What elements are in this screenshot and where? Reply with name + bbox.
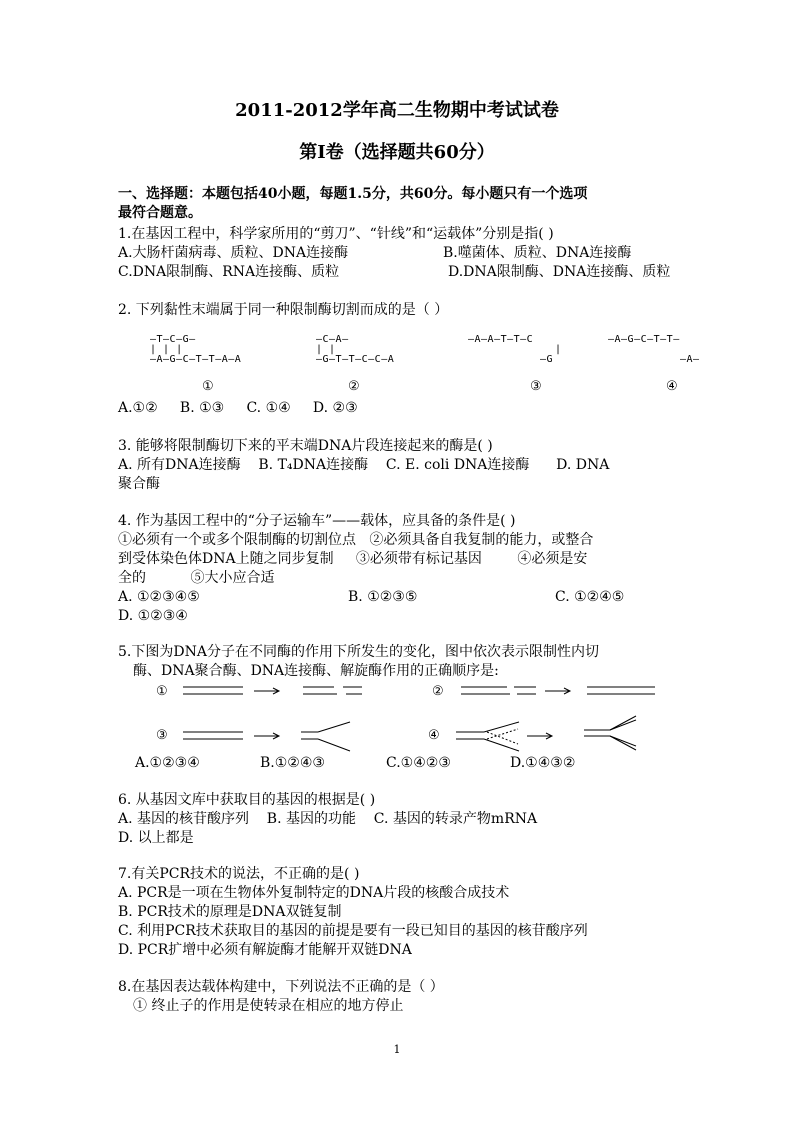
q4-option-d: D. ①②③④ bbox=[118, 608, 188, 624]
page-title: 2011-2012学年高二生物期中考试试卷 bbox=[235, 100, 559, 121]
q8-stem: 8.在基因表达载体构建中，下列说法不正确的是（ ） bbox=[118, 979, 444, 995]
q2-seq2-bonds: | | bbox=[316, 344, 336, 355]
q1-stem: 1.在基因工程中，科学家所用的“剪刀”、“针线”和“运载体”分别是指( ) bbox=[118, 226, 554, 242]
fig2-joined-duplex bbox=[587, 687, 655, 694]
q4-option-c: C. ①②④⑤ bbox=[555, 589, 625, 605]
q1-option-b: B.噬菌体、质粒、DNA连接酶 bbox=[443, 245, 632, 261]
q2-label-3: ③ bbox=[530, 379, 542, 394]
q5-fig-label-4: ④ bbox=[428, 728, 440, 743]
q1-option-a: A.大肠杆菌病毒、质粒、DNA连接酶 bbox=[118, 245, 349, 261]
q7-option-c: C. 利用PCR技术获取目的基因的前提是要有一段已知目的基因的核苷酸序列 bbox=[118, 923, 588, 939]
q2-seq1-top: —T—C—G— bbox=[150, 334, 196, 345]
q2-seq2-bottom: —G—T—T—C—C—A bbox=[316, 354, 395, 365]
q2-seq1-bonds: | | | bbox=[150, 344, 183, 355]
q5-option-a: A.①②③④ bbox=[135, 755, 200, 771]
q5-fig-label-2: ② bbox=[432, 684, 444, 699]
q5-fig-label-3: ③ bbox=[156, 728, 168, 743]
q4-condition-line3: 全的 ⑤大小应合适 bbox=[118, 570, 275, 586]
section-heading: 一、选择题：本题包括40小题，每题1.5分，共60分。每小题只有一个选项 bbox=[118, 186, 588, 202]
q2-stem: 2. 下列黏性末端属于同一种限制酶切割而成的是（ ） bbox=[118, 302, 449, 318]
q2-label-2: ② bbox=[348, 379, 360, 394]
q5-stem: 5.下图为DNA分子在不同酶的作用下所发生的变化，图中依次表示限制性内切 bbox=[118, 644, 599, 660]
q1-option-c: C.DNA限制酶、RNA连接酶、质粒 bbox=[118, 264, 340, 280]
q2-seq4-bottom: —A— bbox=[680, 354, 700, 365]
page-subtitle: 第Ⅰ卷（选择题共60分） bbox=[299, 142, 495, 163]
q7-option-a: A. PCR是一项在生物体外复制特定的DNA片段的核酸合成技术 bbox=[118, 885, 510, 901]
q8-item-1: ① 终止子的作用是使转录在相应的地方停止 bbox=[133, 998, 404, 1014]
fig2-arrow-icon bbox=[545, 688, 570, 694]
fig1-arrow-icon bbox=[254, 688, 279, 694]
q6-option-d: D. 以上都是 bbox=[118, 830, 194, 846]
fig4-arrow-icon bbox=[527, 733, 552, 739]
fig3-unwound-duplex bbox=[301, 722, 350, 751]
q6-options: A. 基因的核苷酸序列 B. 基因的功能 C. 基因的转录产物mRNA bbox=[118, 811, 538, 827]
fig4-fork-duplex bbox=[456, 722, 519, 751]
section-heading-cont: 最符合题意。 bbox=[118, 205, 202, 221]
q5-fig-label-1: ① bbox=[156, 684, 168, 699]
q6-stem: 6. 从基因文库中获取目的基因的根据是( ) bbox=[118, 792, 376, 808]
fig1-cut-duplex bbox=[303, 687, 362, 694]
fig2-nicked-duplex bbox=[461, 687, 536, 694]
q3-options: A. 所有DNA连接酶 B. T₄DNA连接酶 C. E. coli DNA连接酶 D. DNA bbox=[118, 457, 610, 473]
q2-seq3-bonds: | bbox=[555, 344, 562, 355]
q1-option-d: D.DNA限制酶、DNA连接酶、质粒 bbox=[448, 264, 671, 280]
q2-seq2-top: —C—A— bbox=[316, 334, 349, 345]
q7-option-b: B. PCR技术的原理是DNA双链复制 bbox=[118, 904, 342, 920]
page-number: 1 bbox=[393, 1043, 401, 1056]
q2-seq1-bottom: —A—G—C—T—T—A—A bbox=[150, 354, 242, 365]
q5-option-c: C.①④②③ bbox=[386, 755, 451, 771]
q3-stem: 3. 能够将限制酶切下来的平末端DNA片段连接起来的酶是( ) bbox=[118, 438, 493, 454]
q2-seq4-top: —A—G—C—T—T— bbox=[608, 334, 680, 345]
q4-condition-line2: 到受体染色体DNA上随之同步复制 ③必须带有标记基因 ④必须是安 bbox=[118, 551, 588, 567]
fig3-intact-duplex bbox=[183, 732, 243, 739]
q5-option-d: D.①④③② bbox=[510, 755, 576, 771]
q2-label-4: ④ bbox=[666, 379, 678, 394]
q4-condition-line1: ①必须有一个或多个限制酶的切割位点 ②必须具备自我复制的能力，或整合 bbox=[118, 532, 594, 548]
q5-option-b: B.①②④③ bbox=[260, 755, 325, 771]
q2-seq3-top: —A—A—T—T—C bbox=[468, 334, 534, 345]
fig4-replicated-fork bbox=[584, 716, 636, 750]
q7-stem: 7.有关PCR技术的说法，不正确的是( ) bbox=[118, 866, 360, 882]
q3-options-cont: 聚合酶 bbox=[118, 476, 160, 492]
q4-option-a: A. ①②③④⑤ bbox=[118, 589, 200, 605]
q4-stem: 4. 作为基因工程中的“分子运输车”——载体，应具备的条件是( ) bbox=[118, 513, 516, 529]
q5-stem-cont: 酶、DNA聚合酶、DNA连接酶、解旋酶作用的正确顺序是: bbox=[133, 663, 499, 679]
q4-option-b: B. ①②③⑤ bbox=[348, 589, 418, 605]
q2-label-1: ① bbox=[202, 379, 214, 394]
fig1-intact-duplex bbox=[183, 687, 243, 694]
q2-seq3-bottom: —G bbox=[540, 354, 554, 365]
q2-options: A.①② B. ①③ C. ①④ D. ②③ bbox=[118, 400, 358, 416]
fig3-arrow-icon bbox=[254, 733, 279, 739]
q7-option-d: D. PCR扩增中必须有解旋酶才能解开双链DNA bbox=[118, 942, 412, 958]
